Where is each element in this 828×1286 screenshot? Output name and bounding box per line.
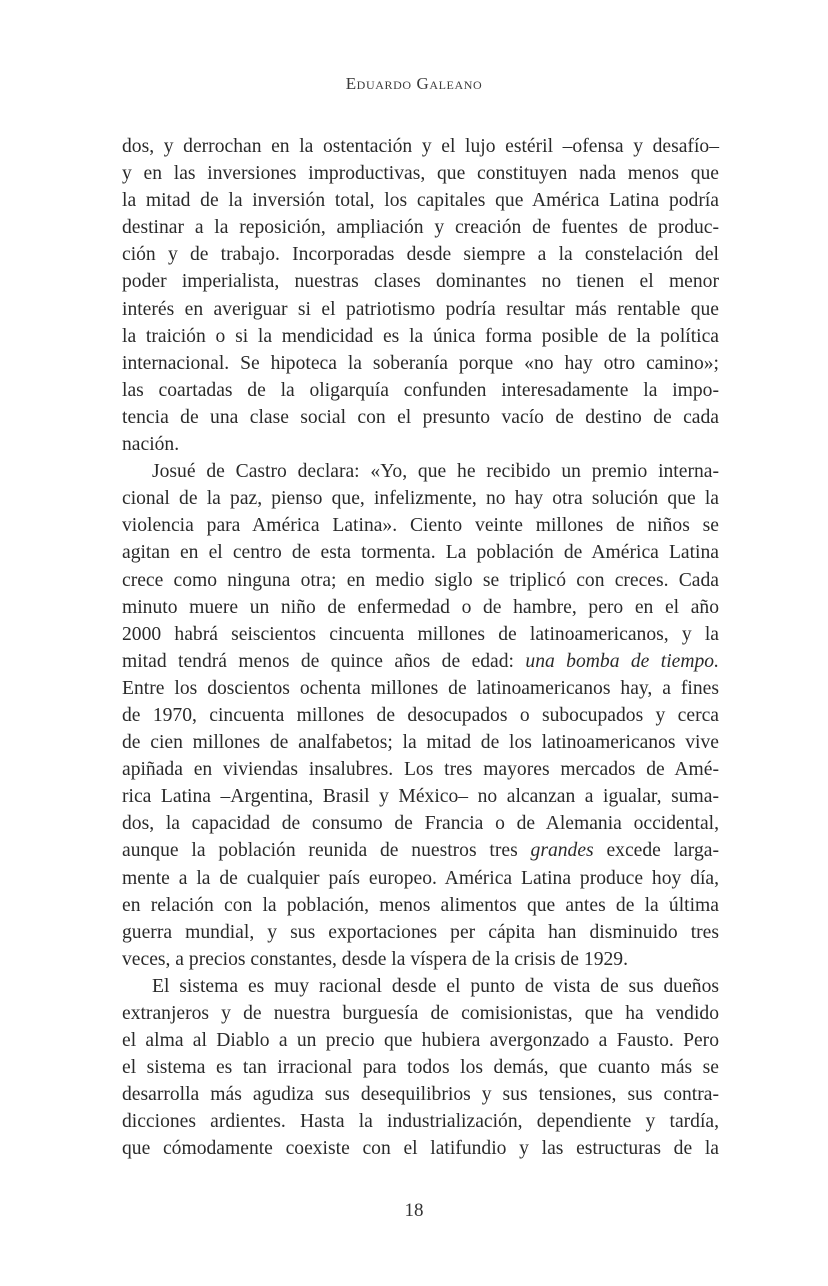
text-line: dos, la capacidad de consumo de Francia o de Alemania occidental, [122,813,719,835]
text-line: en relación con la población, menos alimentos que antes de la última [122,894,719,916]
text-line: apiñada en viviendas insalubres. Los tres mayores mercados de Amé- [122,759,719,781]
text-fragment: mitad tendrá menos de quince años de edad: [122,650,526,672]
text-line: dicciones ardientes. Hasta la industrialización, dependiente y tardía, [122,1111,719,1133]
running-head-author: Eduardo Galeano [345,74,483,93]
italic-emphasis: una bomba de tiempo. [525,650,719,672]
text-line: y en las inversiones improductivas, que constituyen nada menos que [122,163,719,185]
text-line: las coartadas de la oligarquía confunden interesadamente la impo- [122,379,719,401]
text-line: rica Latina –Argentina, Brasil y México– no alcanzan a igualar, suma- [122,786,719,808]
text-line: de 1970, cincuenta millones de desocupados o subocupados y cerca [122,704,719,726]
text-line: la traición o si la mendicidad es la única forma posible de la política [122,325,719,347]
text-line: el alma al Diablo a un precio que hubiera avergonzado a Fausto. Pero [122,1030,719,1052]
text-line: desarrolla más agudiza sus desequilibrios y sus tensiones, sus contra- [122,1084,719,1106]
text-line: tencia de una clase social con el presunto vacío de destino de cada [122,406,719,428]
text-line: mente a la de cualquier país europeo. América Latina produce hoy día, [122,867,719,889]
text-line: ción y de trabajo. Incorporadas desde siempre a la constelación del [122,244,719,266]
text-line: crece como ninguna otra; en medio siglo se triplicó con creces. Cada [122,569,719,591]
text-line: de cien millones de analfabetos; la mitad de los latinoamericanos vive [122,732,719,754]
text-line-paragraph-start: Josué de Castro declara: «Yo, que he recibido un premio interna- [152,461,719,483]
text-line: que cómodamente coexiste con el latifundio y las estructuras de la [122,1138,719,1160]
italic-emphasis: grandes [530,840,594,862]
text-line: Entre los doscientos ochenta millones de latinoamericanos hay, a fines [122,677,719,699]
text-line: destinar a la reposición, ampliación y creación de fuentes de produc- [122,217,719,239]
text-line-with-italic [122,837,719,864]
text-line: agitan en el centro de esta tormenta. La población de América Latina [122,542,719,564]
text-line: guerra mundial, y sus exportaciones per cápita han disminuido tres [122,921,719,943]
text-fragment: excede larga- [593,840,719,862]
text-line: internacional. Se hipoteca la soberanía porque «no hay otro camino»; [122,352,719,374]
body-text [122,133,719,1163]
page-number: 18 [404,1200,424,1221]
text-line: 2000 habrá seiscientos cincuenta millones de latinoamericanos, y la [122,623,719,645]
text-line: minuto muere un niño de enfermedad o de hambre, pero en el año [122,596,719,618]
text-line: poder imperialista, nuestras clases dominantes no tienen el menor [122,271,719,293]
text-line: el sistema es tan irracional para todos los demás, que cuanto más se [122,1057,719,1079]
text-line: violencia para América Latina». Ciento veinte millones de niños se [122,515,719,537]
text-line: extranjeros y de nuestra burguesía de comisionistas, que ha vendido [122,1003,719,1024]
text-line-paragraph-start: El sistema es muy racional desde el punto de vista de sus dueños [152,975,719,997]
text-fragment: aunque la población reunida de nuestros tres [122,840,531,862]
text-line: cional de la paz, pienso que, infelizmente, no hay otra solución que la [122,488,719,510]
text-line: veces, a precios constantes, desde la víspera de la crisis de 1929. [122,948,628,970]
text-line-with-italic [122,648,719,675]
text-line: nación. [122,434,180,456]
text-line: interés en averiguar si el patriotismo podría resultar más rentable que [122,298,719,320]
text-line: la mitad de la inversión total, los capitales que América Latina podría [122,190,719,212]
text-line: dos, y derrochan en la ostentación y el lujo estéril –ofensa y desafío– [122,136,719,157]
